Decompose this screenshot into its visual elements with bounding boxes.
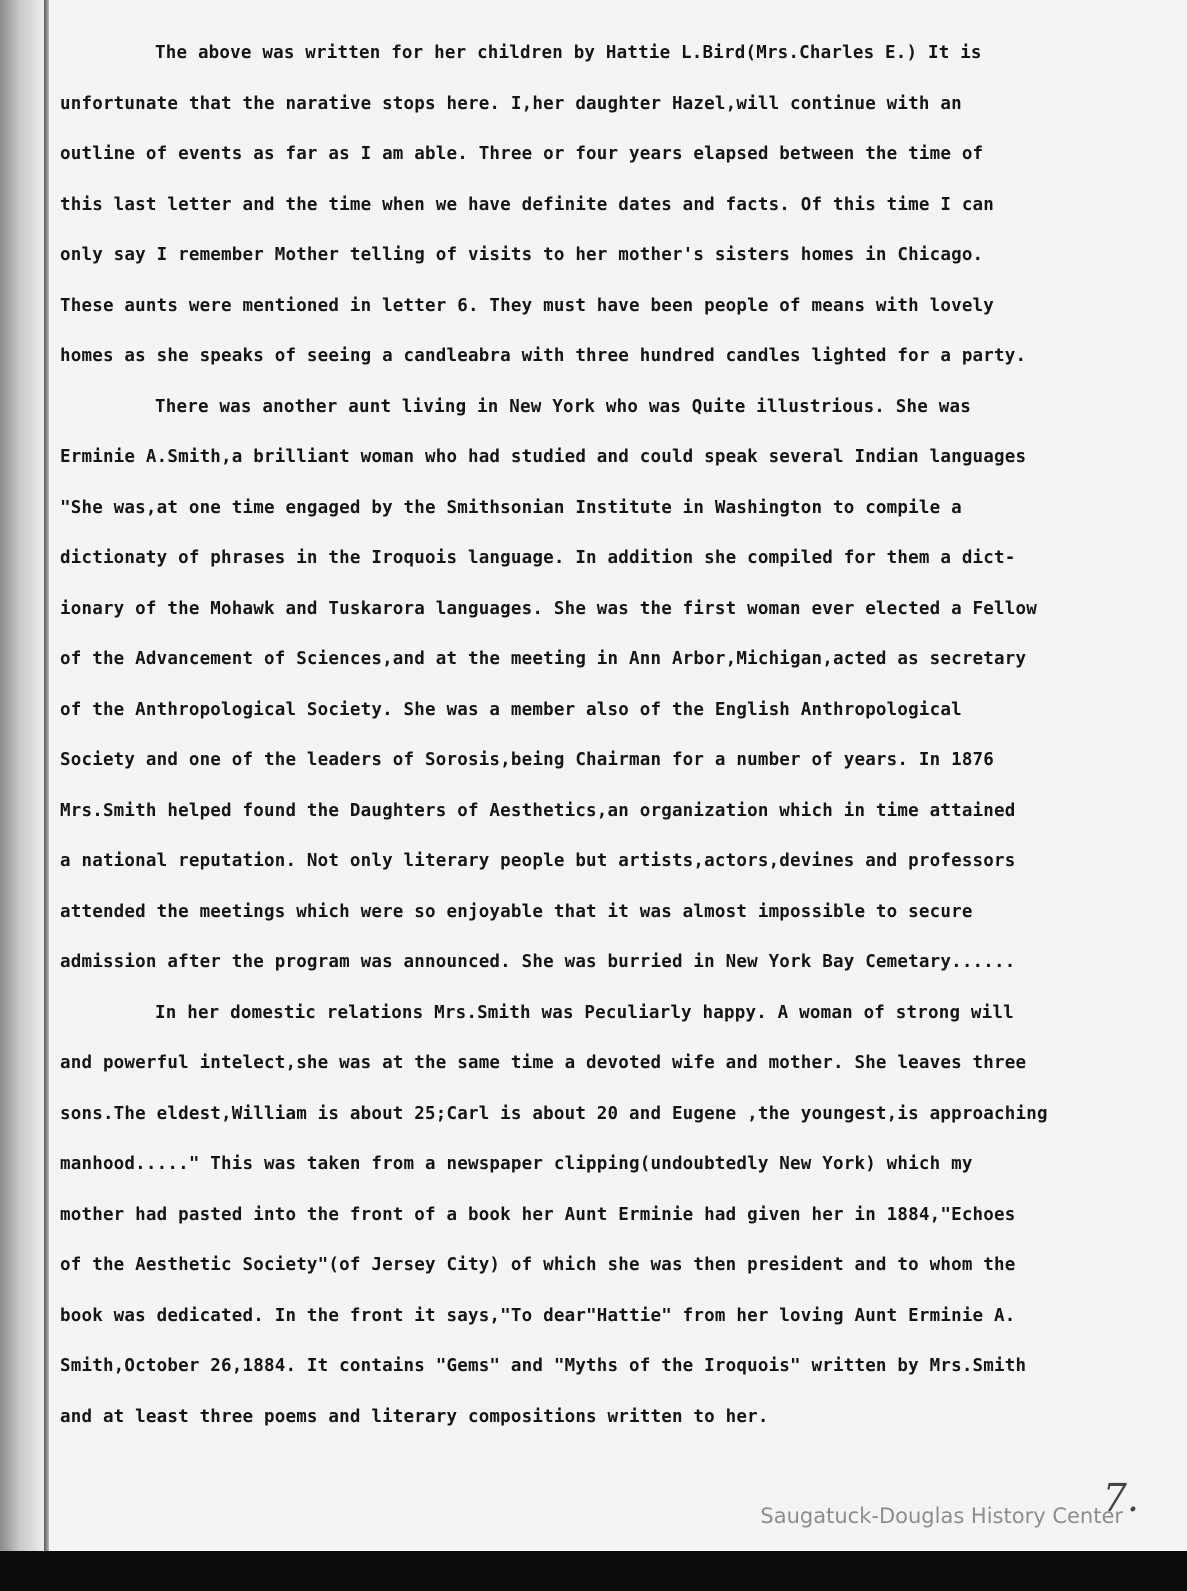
text-line: dictionaty of phrases in the Iroquois language. In addition she compiled for them a dict- (60, 548, 1016, 568)
text-line: attended the meetings which were so enjoyable that it was almost impossible to secure (60, 901, 973, 922)
text-line: homes as she speaks of seeing a candleabra with three hundred candles lighted for a party. (60, 346, 1027, 366)
scan-bottom-border (0, 1551, 1187, 1591)
text-line: this last letter and the time when we have definite dates and facts. Of this time I can (60, 194, 995, 215)
text-line: Mrs.Smith helped found the Daughters of Aesthetics,an organization which in time attained (60, 800, 1016, 821)
text-line: Erminie A.Smith,a brilliant woman who had studied and could speak several Indian languages (60, 447, 1027, 467)
text-line: outline of events as far as I am able. Three or four years elapsed between the time of (60, 144, 984, 164)
text-line: a national reputation. Not only literary people but artists,actors,devines and professors (60, 851, 1016, 871)
text-line: ionary of the Mohawk and Tuskarora languages. She was the first woman ever elected a Fellow (60, 598, 1037, 619)
text-line: Smith,October 26,1884. It contains "Gems" and "Myths of the Iroquois" written by Mrs.Smith (60, 1356, 1027, 1376)
text-line: book was dedicated. In the front it says,"To dear"Hattie" from her loving Aunt Erminie A. (60, 1305, 1016, 1326)
scanned-page-fold-shadow (44, 0, 49, 1591)
text-line: unfortunate that the narative stops here. I,her daughter Hazel,will continue with an (60, 93, 962, 114)
text-line: and powerful intelect,she was at the same time a devoted wife and mother. She leaves three (60, 1053, 1027, 1073)
text-line: Society and one of the leaders of Sorosis,being Chairman for a number of years. In 1876 (60, 750, 995, 770)
text-line: In her domestic relations Mrs.Smith was Peculiarly happy. A woman of strong will (155, 1002, 1014, 1023)
text-line: "She was,at one time engaged by the Smithsonian Institute in Washington to compile a (60, 497, 962, 518)
text-line: and at least three poems and literary compositions written to her. (60, 1406, 769, 1427)
text-line: mother had pasted into the front of a book her Aunt Erminie had given her in 1884,"Echoes (60, 1204, 1016, 1225)
text-line: sons.The eldest,William is about 25;Carl is about 20 and Eugene ,the youngest,is approaching (60, 1103, 1048, 1124)
text-line: only say I remember Mother telling of visits to her mother's sisters homes in Chicago. (60, 245, 984, 265)
text-line: manhood....." This was taken from a newspaper clipping(undoubtedly New York) which my (60, 1154, 973, 1174)
text-line: of the Anthropological Society. She was a member also of the English Anthropological (60, 699, 962, 720)
text-line: The above was written for her children by Hattie L.Bird(Mrs.Charles E.) It is (155, 43, 982, 63)
text-line: admission after the program was announced. She was burried in New York Bay Cemetary...... (60, 952, 1016, 972)
text-line: of the Advancement of Sciences,and at the meeting in Ann Arbor,Michigan,acted as secretary (60, 649, 1027, 669)
typewritten-text-body (60, 28, 1175, 1442)
scanned-page-left-edge (0, 0, 44, 1591)
text-line: These aunts were mentioned in letter 6. They must have been people of means with lovely (60, 295, 995, 316)
history-center-watermark: Saugatuck-Douglas History Center (760, 1504, 1123, 1528)
text-line: There was another aunt living in New York who was Quite illustrious. She was (155, 396, 971, 417)
text-line: of the Aesthetic Society"(of Jersey City) of which she was then president and to whom the (60, 1255, 1016, 1275)
page-number: 7. (1102, 1476, 1139, 1520)
